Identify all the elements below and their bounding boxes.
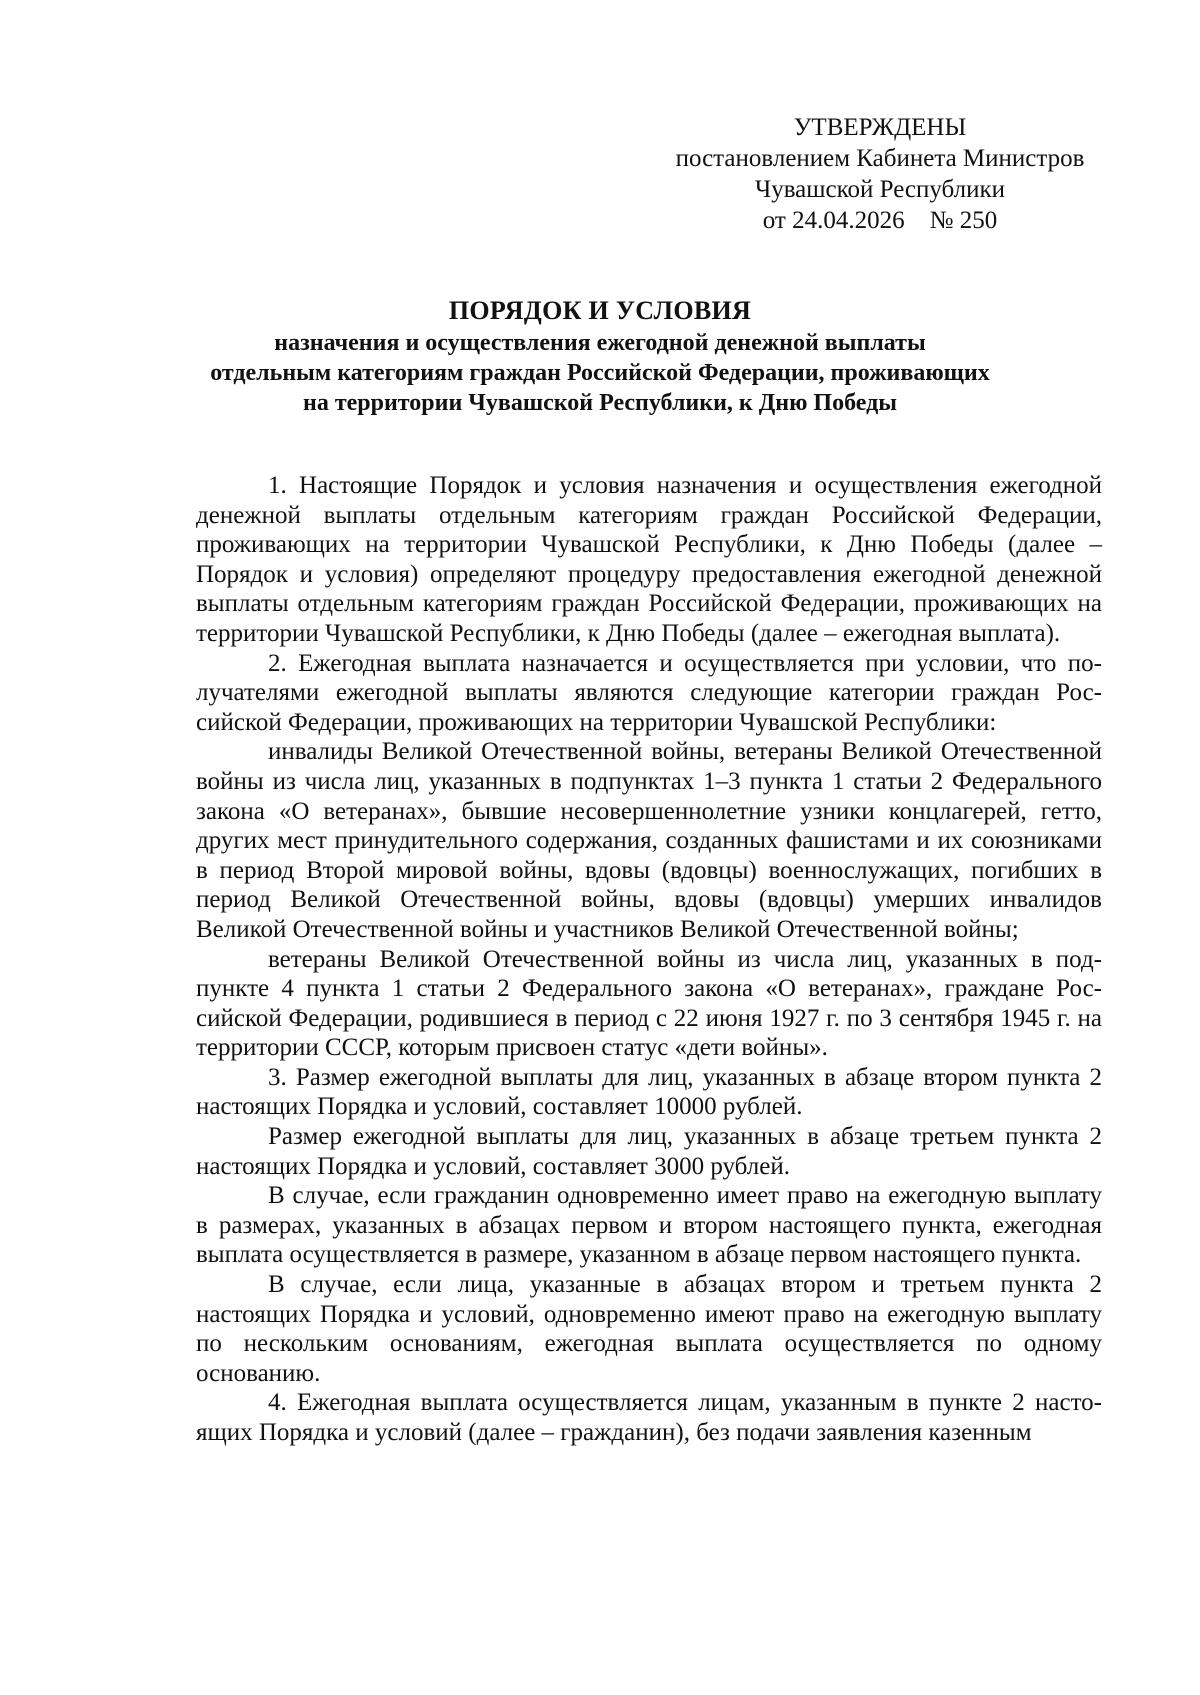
paragraph-5: 3. Размер ежегодной выплаты для лиц, указанных в абзаце втором пункта 2 настоящих Порядка и условий, составляет 10000 рублей. bbox=[196, 1063, 1102, 1121]
title-subtitle-line-3: на территории Чувашской Республики, к Дню Победы bbox=[303, 390, 897, 416]
paragraph-6: Размер ежегодной выплаты для лиц, указанных в абзаце третьем пункта 2 настоящих Порядка и условий, составляет 3000 рублей. bbox=[196, 1123, 1102, 1180]
paragraph-8: В случае, если лица, указанные в абзацах втором и третьем пункта 2 настоящих Порядка и условий, одновременно имеют право на ежегодную выплату по нескольким основаниям, ежегодная выплата осуществляется по одному основанию. bbox=[196, 1271, 1102, 1387]
paragraph-3: инвалиды Великой Отечественной войны, ветераны Великой Отечественной войны из числа лиц, указанных в подпунктах 1–3 пункта 1 статьи 2 Федерального закона «О ветеранах», бывшие несовершеннолетние узники концлагерей, гетто, других мест принудительного содержания, созданных фашистами и их союзниками в период Второй мировой войны, вдовы (вдовцы) военнослужащих, погибших в период Великой Отечественной войны, вдовы (вдовцы) умерших инвалидов Великой Отечественной войны и участников Великой Отечественной войны; bbox=[196, 738, 1102, 943]
approval-authority: постановлением Кабинета Министров bbox=[675, 145, 1085, 172]
approval-stamp-block bbox=[660, 112, 1100, 236]
title-subtitle-line-1: назначения и осуществления ежегодной денежной выплаты bbox=[274, 330, 926, 356]
paragraph-9: 4. Ежегодная выплата осуществляется лицам, указанным в пункте 2 настоящих Порядка и условий (далее – гражданин), без подачи заявления казенным bbox=[196, 1389, 1102, 1446]
paragraph-1: 1. Настоящие Порядок и условия назначения и осуществления ежегодной денежной выплаты отдельным категориям граждан Российской Федерации, проживающих на территории Чувашской Республики, к Дню Победы (далее – Порядок и условия) определяют процедуру предоставления ежегодной денежной выплаты отдельным категориям граждан Российской Федерации, проживающих на территории Чувашской Республики, к Дню Победы (далее – ежегодная выплата). bbox=[196, 472, 1102, 647]
paragraph-4: ветераны Великой Отечественной войны из числа лиц, указанных в подпункте 4 пункта 1 статьи 2 Федерального закона «О ветеранах», граждане Российской Федерации, родившиеся в период с 22 июня 1927 г. по 3 сентября 1945 г. на территории СССР, которым присвоен статус «дети войны». bbox=[196, 945, 1102, 1062]
paragraph-7: В случае, если гражданин одновременно имеет право на ежегодную выплату в размерах, указанных в абзацах первом и втором настоящего пункта, ежегодная выплата осуществляется в размере, указанном в абзаце первом настоящего пункта. bbox=[196, 1182, 1102, 1269]
document-title bbox=[150, 294, 1050, 418]
approval-republic: Чувашской Республики bbox=[754, 176, 1006, 203]
approval-date-number: от 24.04.2026 № 250 bbox=[762, 207, 998, 234]
document-body bbox=[196, 471, 1102, 1448]
title-subtitle-line-2: отдельным категориям граждан Российской Федерации, проживающих bbox=[210, 360, 990, 386]
approval-heading: УТВЕРЖДЕНЫ bbox=[793, 114, 967, 141]
title-main: ПОРЯДОК И УСЛОВИЯ bbox=[448, 296, 752, 325]
paragraph-2: 2. Ежегодная выплата назначается и осуществляется при условии, что получателями ежегодной выплаты являются следующие категории граждан Российской Федерации, проживающих на территории Чувашской Республики: bbox=[196, 649, 1102, 736]
